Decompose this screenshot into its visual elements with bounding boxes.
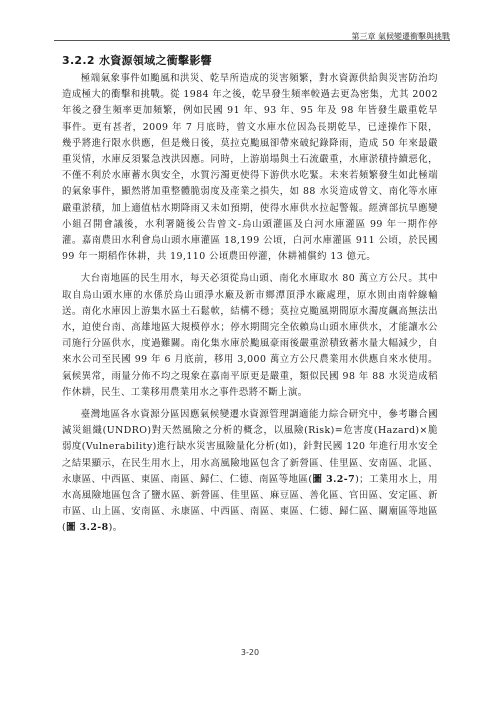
paragraph-1: 極端氣象事件如颱風和洪災、乾旱所造成的災害頻繁，對水資源供給與災害防治均造成極大的衝擊和挑戰。從 1984 年之後，乾旱發生頻率較過去更為密集，尤其 2002 年後之發生頻率更加頻繁，例如民國 91 年、93 年、95 年及 98 年皆發生嚴重乾旱事件。更有甚者，2009 年 7 月底時，曾文水庫水位因為長期乾旱，已達操作下限，幾乎將進行限水供應，但是幾日後，莫拉克颱風卻帶來破紀錄降雨，造成 50 年來最嚴重災情，水庫反須緊急洩洪因應。同時，上游崩塌與土石流嚴重，水庫淤積持續惡化，不僅不利於水庫蓄水與安全，水質污濁更使得下游供水吃緊。未來若頻繁發生如此極端的氣象事件，顯然將加重整體脆弱度及產業之損失，如 88 水災造成曾文、南化等水庫嚴重淤積，加上適值枯水期降雨又未如預期，使得水庫供水拉起警報。經濟部抗旱應變小組召開會議後，水利署隨後公告曾文-烏山頭灌區及白河水庫灌區 99 年一期作停灌。嘉南農田水利會烏山頭水庫灌區 18,199 公頃，白河水庫灌區 911 公頃，於民國 99 年一期稻作休耕，共 19,110 公頃農田停灌，休耕補償約 13 億元。 (62, 73, 439, 263)
paragraph-3-text-c: )。 (108, 522, 123, 534)
figure-ref-3-2-8: 圖 3.2-8 (66, 522, 109, 534)
figure-ref-3-2-7: 圖 3.2-7 (312, 473, 356, 485)
section-heading: 3.2.2 水資源領域之衝擊影響 (62, 54, 212, 67)
paragraph-3 (62, 407, 438, 537)
paragraph-2: 大台南地區的民生用水，每天必須從烏山頭、南化水庫取水 80 萬立方公尺。其中取自烏山頭水庫的水係於烏山頭淨水廠及新市鄉潭頂淨水廠處理，原水則由南幹線輸送。南化水庫因上游集水區土石鬆軟，結構不穩；莫拉克颱風期間原水濁度飆高無法出水，迫使台南、高雄地區大規模停水；停水期間完全依賴烏山頭水庫供水，才能讓水公司施行分區供水，度過難關。南化集水庫於颱風豪雨後嚴重淤積致蓄水量大幅減少，自來水公司至民國 99 年 6 月底前，移用 3,000 萬立方公尺農業用水供應自來水使用。氣候異常，雨量分佈不均之現象在嘉南平原更是嚴重，類似民國 98 年 88 水災造成稻作休耕，民生、工業移用農業用水之事件恐將不斷上演。 (62, 273, 438, 398)
paragraph-3-text-b: )；工業用水上，用水高風險地區包含了鹽水區、新營區、佳里區、麻豆區、善化區、官田區、安定區、新市區、山上區、安南區、永康區、中西區、南區、東區、仁德、歸仁區、關廟區等地區( (62, 473, 438, 534)
page-number: 3-20 (240, 648, 260, 657)
chapter-title: 第三章 氣候變遷衝擊與挑戰 (351, 32, 450, 41)
paragraph-3-text-a: 臺灣地區各水資源分區因應氣候變遷水資源管理調適能力綜合研究中，參考聯合國減災組織(UNDRO)對天然風險之分析的概念，以風險(Risk)=危害度(Hazard)×脆弱度(Vulnerability)進行缺水災害風險量化分析(如)，針對民國 120 年進行用水安全之結果顯示，在民生用水上，用水高風險地區包含了新營區、佳里區、安南區、北區、永康區、中西區、東區、南區、歸仁、仁德、南區等地區( (62, 409, 438, 485)
page-body (62, 52, 438, 543)
page-header (54, 24, 450, 41)
